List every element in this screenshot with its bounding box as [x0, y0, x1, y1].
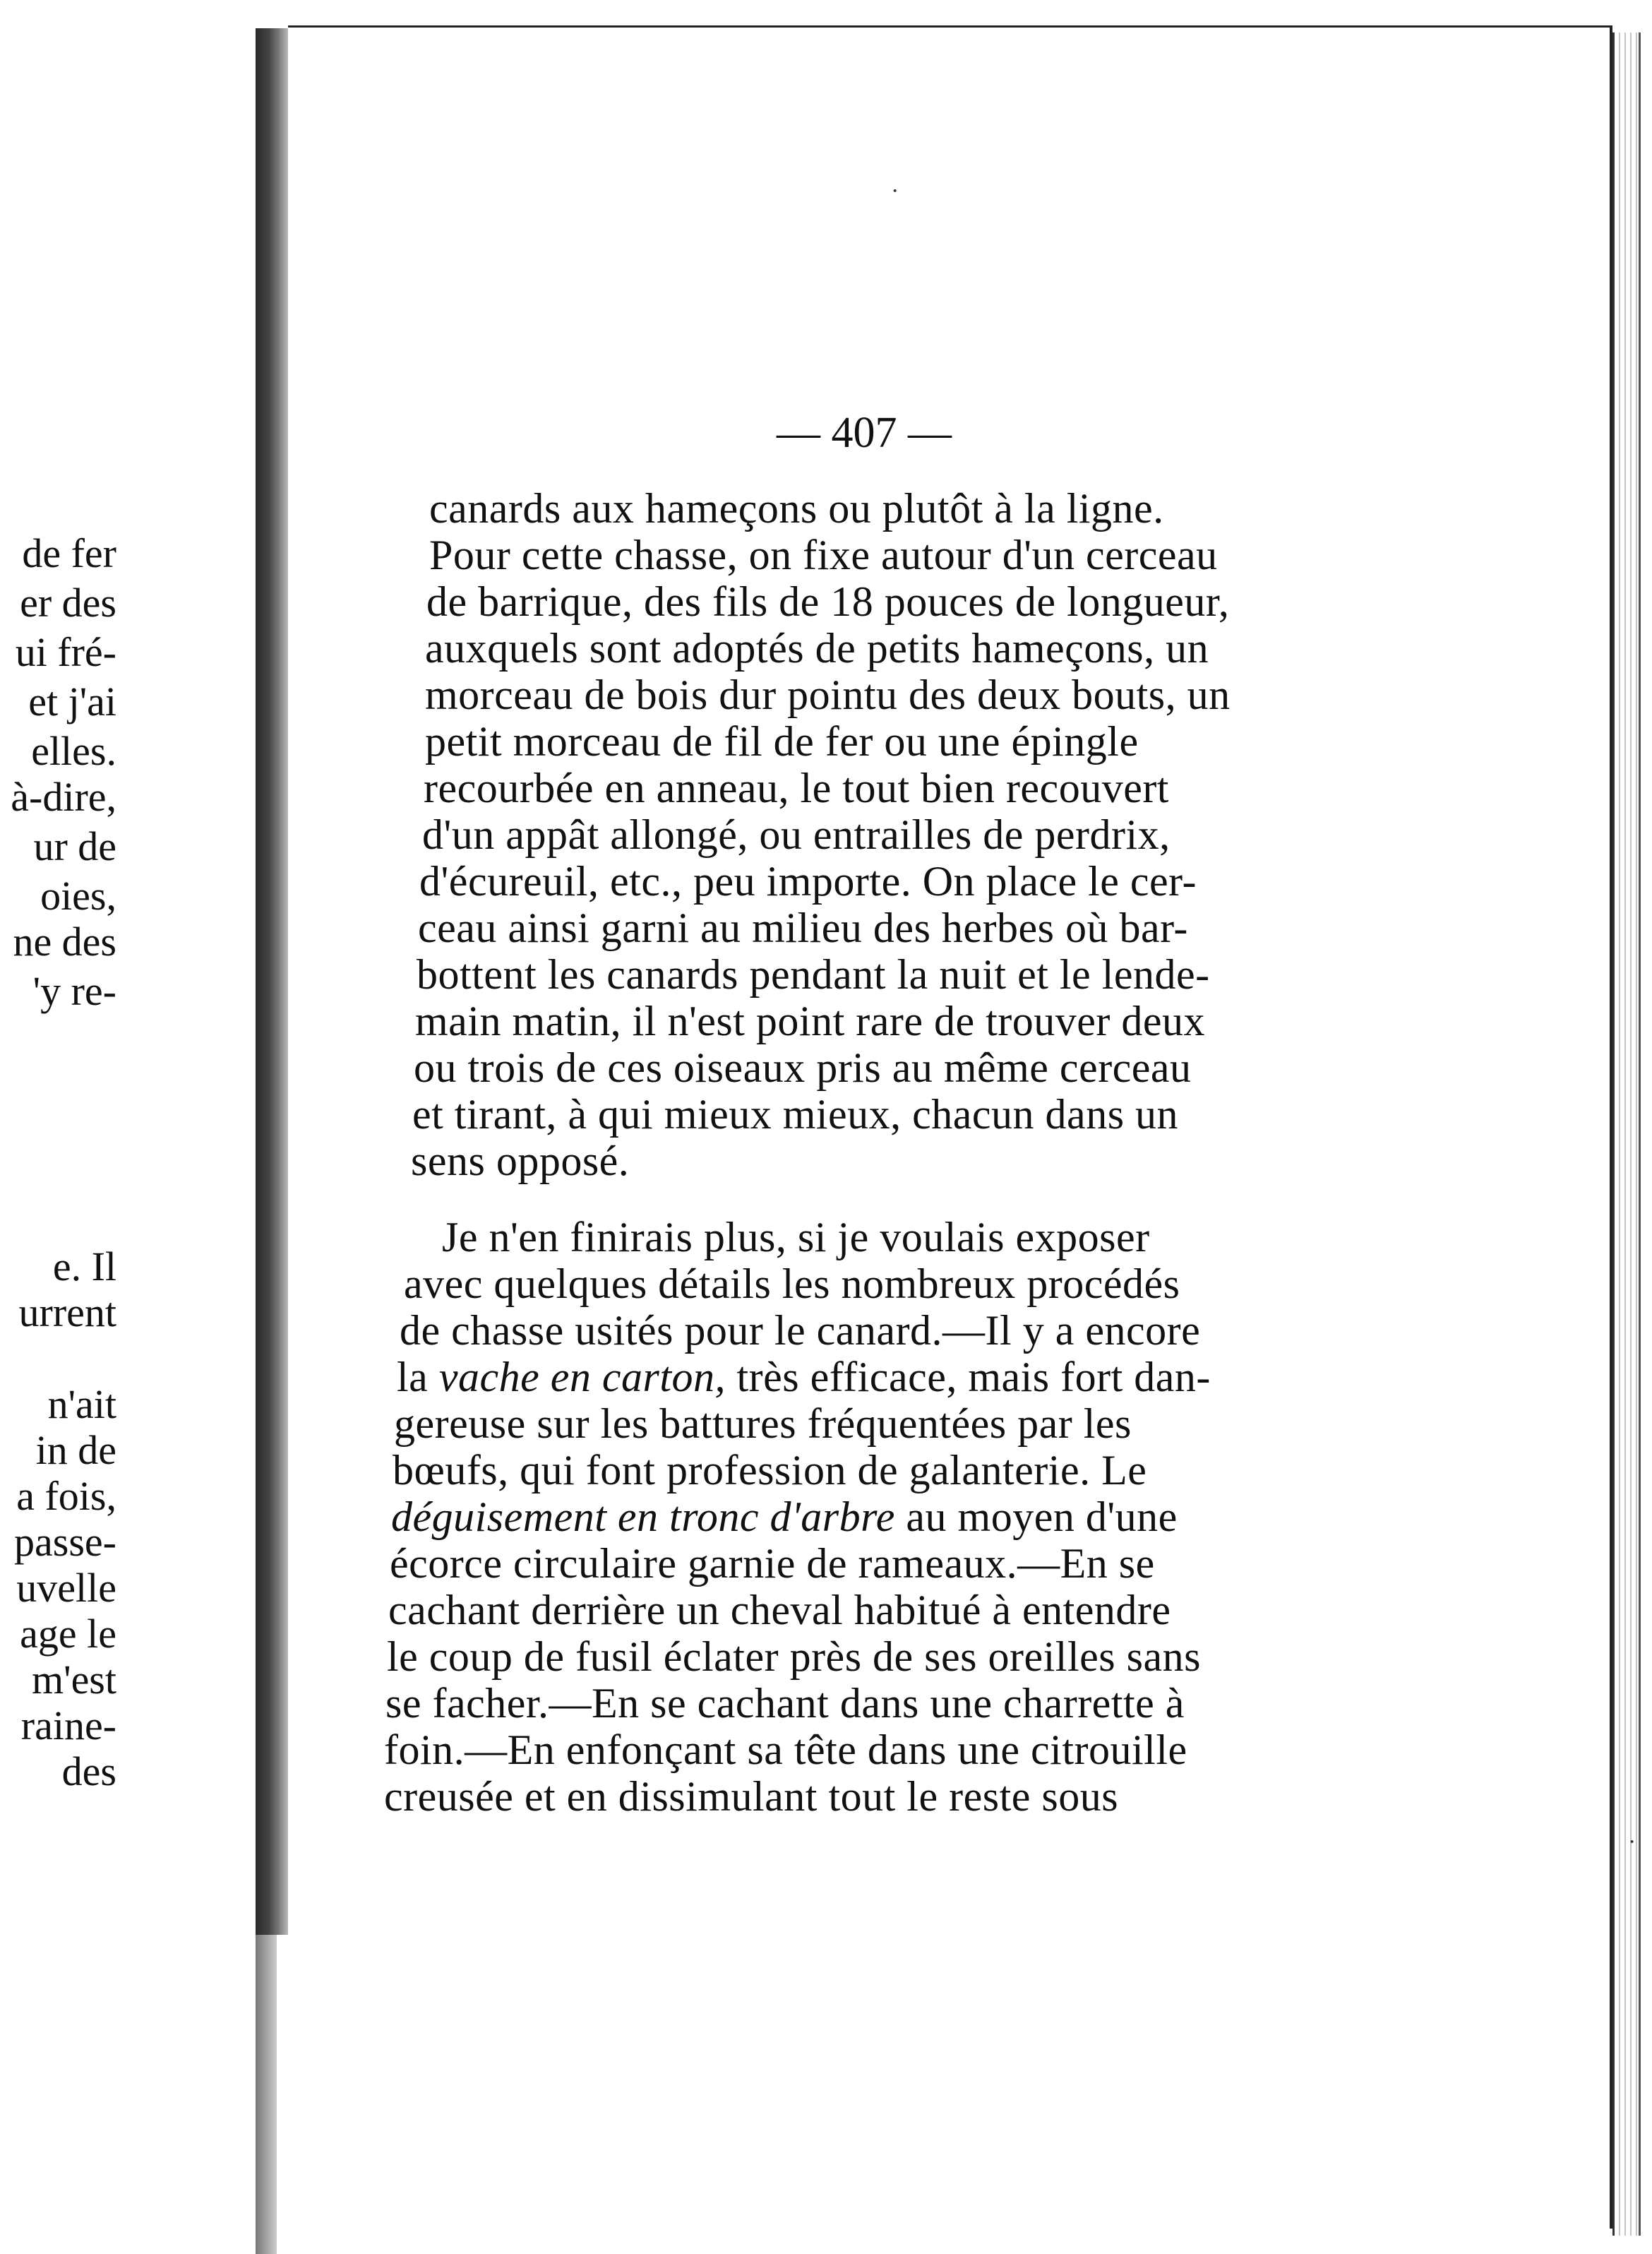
page-edge-stack [1612, 32, 1641, 2236]
text-segment: la [397, 1354, 439, 1400]
left-line: er des [20, 580, 116, 626]
text-line: canards aux hameçons ou plutôt à la ligne. [429, 485, 1164, 532]
binding-gutter-lower [256, 1935, 277, 2254]
italic-phrase: déguisement en tronc d'arbre [391, 1493, 895, 1540]
text-line: d'un appât allongé, ou entrailles de perdrix, [422, 811, 1171, 858]
left-line: urrent [18, 1289, 116, 1335]
page-number: — 407 — [777, 409, 952, 457]
scan-speck: · [891, 178, 899, 204]
text-line: sens opposé. [411, 1138, 630, 1184]
text-line: écorce circulaire garnie de rameaux.—En se [390, 1540, 1155, 1587]
text-line: avec quelques détails les nombreux procédés [404, 1260, 1180, 1307]
text-line: gereuse sur les battures fréquentées par les [394, 1400, 1132, 1447]
text-segment: très efficace, mais fort dan- [726, 1354, 1211, 1400]
text-line [397, 1356, 1211, 1398]
text-line: auxquels sont adoptés de petits hameçons, un [425, 625, 1209, 672]
left-line: age le [20, 1611, 116, 1657]
italic-phrase: vache en carton, [438, 1354, 726, 1400]
left-line: 'y re- [32, 968, 116, 1014]
left-line: ne des [13, 919, 116, 965]
left-line: à-dire, [11, 774, 116, 820]
text-line: morceau de bois dur pointu des deux bouts, un [425, 672, 1231, 718]
text-line: et tirant, à qui mieux mieux, chacun dans un [412, 1091, 1179, 1138]
left-line: elles. [31, 728, 116, 774]
text-line: bœufs, qui font profession de galanterie. Le [393, 1447, 1147, 1493]
left-line: et j'ai [28, 679, 116, 724]
text-line: ou trois de ces oiseaux pris au même cerceau [414, 1044, 1192, 1091]
left-line: in de [35, 1427, 116, 1473]
text-segment: au moyen d'une [894, 1493, 1178, 1540]
left-line: n'ait [47, 1381, 116, 1427]
left-line: passe- [14, 1519, 116, 1565]
left-line: de fer [22, 530, 116, 576]
previous-page-fragment [0, 0, 261, 2254]
text-line: de chasse usités pour le canard.—Il y a encore [400, 1307, 1201, 1354]
text-line: petit morceau de fil de fer ou une épingle [425, 718, 1139, 765]
text-line: de barrique, des fils de 18 pouces de longueur, [426, 578, 1230, 625]
text-line: foin.—En enfonçant sa tête dans une citrouille [384, 1727, 1187, 1773]
text-line: le coup de fusil éclater près de ses oreilles sans [387, 1633, 1201, 1680]
text-line: se facher.—En se cachant dans une charrette à [385, 1680, 1185, 1727]
left-line: uvelle [16, 1565, 116, 1611]
text-line: Je n'en finirais plus, si je voulais exposer [442, 1214, 1150, 1260]
left-line: ui fré- [15, 629, 116, 675]
text-line: d'écureuil, etc., peu importe. On place le cer- [419, 858, 1197, 905]
left-line: a fois, [16, 1473, 116, 1519]
left-line: ur de [33, 823, 116, 869]
left-line: oies, [40, 873, 116, 919]
left-line: des [61, 1748, 116, 1794]
text-line: recourbée en anneau, le tout bien recouvert [424, 765, 1169, 811]
text-line: creusée et en dissimulant tout le reste sous [384, 1773, 1119, 1820]
text-line: bottent les canards pendant la nuit et le lende- [417, 951, 1210, 998]
text-line: cachant derrière un cheval habitué à entendre [388, 1587, 1171, 1633]
text-line: main matin, il n'est point rare de trouver deux [415, 998, 1205, 1044]
left-line: raine- [20, 1703, 116, 1748]
text-line: ceau ainsi garni au milieu des herbes où bar- [418, 905, 1188, 951]
text-line [391, 1493, 1178, 1540]
left-line: e. Il [52, 1244, 116, 1289]
left-line: m'est [32, 1657, 116, 1703]
text-line: Pour cette chasse, on fixe autour d'un cerceau [429, 532, 1218, 578]
scan-speck: · [1628, 1829, 1636, 1855]
binding-gutter-shadow [256, 28, 288, 1935]
